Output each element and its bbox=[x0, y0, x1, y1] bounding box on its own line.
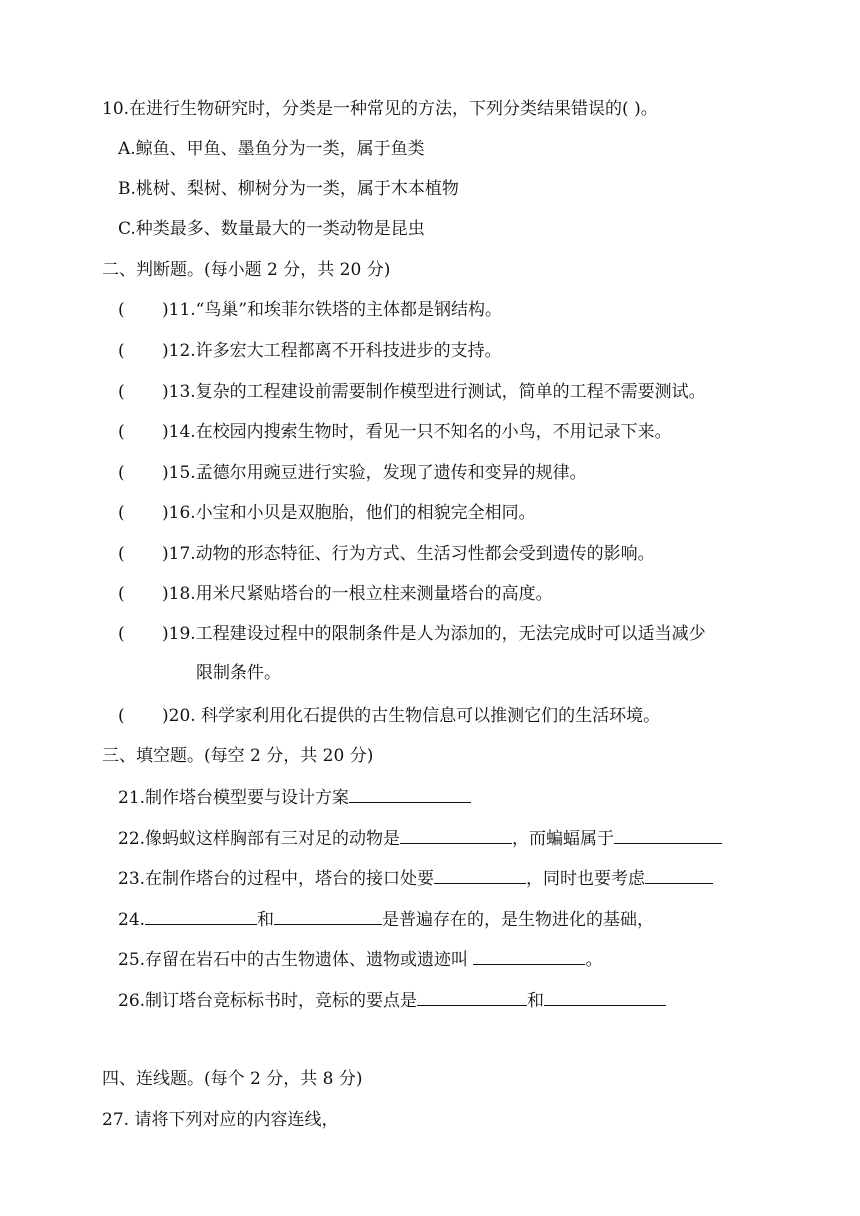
judge-item-12 bbox=[118, 339, 502, 363]
fill-text: 24. bbox=[118, 910, 146, 930]
judge-item-11 bbox=[118, 298, 502, 322]
answer-blank[interactable] bbox=[645, 865, 713, 884]
answer-bracket[interactable]: ( bbox=[118, 382, 125, 402]
fill-item-25 bbox=[118, 946, 602, 972]
judge-item-13 bbox=[118, 380, 706, 404]
fill-text: 和 bbox=[527, 991, 545, 1011]
answer-bracket[interactable]: ( bbox=[118, 624, 125, 644]
answer-bracket[interactable]: ( bbox=[118, 544, 125, 564]
fill-text: 是普遍存在的，是生物进化的基础， bbox=[382, 910, 655, 930]
fill-text: 21.制作塔台模型要与设计方案 bbox=[118, 788, 350, 808]
fill-text: 。 bbox=[585, 950, 603, 970]
judge-item-18 bbox=[118, 582, 553, 606]
answer-bracket[interactable]: ( bbox=[118, 463, 125, 483]
judge-item-text: )16.小宝和小贝是双胞胎，他们的相貌完全相同。 bbox=[162, 503, 536, 523]
judge-item-text: )11.“鸟巢”和埃菲尔铁塔的主体都是钢结构。 bbox=[162, 300, 503, 320]
judge-item-17 bbox=[118, 542, 655, 566]
judge-item-text: )19.工程建设过程中的限制条件是人为添加的，无法完成时可以适当减少 bbox=[162, 624, 706, 644]
judge-item-text: )15.孟德尔用豌豆进行实验，发现了遗传和变异的规律。 bbox=[162, 463, 587, 483]
answer-blank[interactable] bbox=[400, 825, 512, 844]
fill-text: 26.制订塔台竞标标书时，竞标的要点是 bbox=[118, 991, 418, 1011]
judge-item-15 bbox=[118, 461, 587, 485]
q10-option-c: C.种类最多、数量最大的一类动物是昆虫 bbox=[118, 219, 425, 239]
answer-bracket[interactable]: ( bbox=[118, 503, 125, 523]
judge-item-16 bbox=[118, 501, 536, 525]
judge-item-14 bbox=[118, 420, 672, 444]
answer-blank[interactable] bbox=[145, 906, 257, 925]
section3-heading: 三、填空题。(每空 2 分，共 20 分) bbox=[102, 746, 374, 766]
judge-item-text: )14.在校园内搜索生物时，看见一只不知名的小鸟，不用记录下来。 bbox=[162, 422, 672, 442]
section4-heading: 四、连线题。(每个 2 分，共 8 分) bbox=[102, 1069, 363, 1089]
fill-item-23 bbox=[118, 865, 713, 891]
q10-option-b: B.桃树、梨树、柳树分为一类，属于木本植物 bbox=[118, 179, 459, 199]
answer-bracket[interactable]: ( bbox=[118, 422, 125, 442]
answer-blank[interactable] bbox=[417, 987, 527, 1006]
answer-blank[interactable] bbox=[274, 906, 382, 925]
answer-blank[interactable] bbox=[434, 865, 526, 884]
answer-blank[interactable] bbox=[544, 987, 666, 1006]
judge-item-19 bbox=[118, 622, 706, 646]
fill-text: ，同时也要考虑 bbox=[526, 869, 646, 889]
judge-item-20 bbox=[118, 704, 660, 728]
judge-item-19-continuation: 限制条件。 bbox=[196, 663, 281, 683]
fill-item-21 bbox=[118, 784, 471, 810]
answer-bracket[interactable]: ( bbox=[118, 584, 125, 604]
fill-text: 22.像蚂蚁这样胸部有三对足的动物是 bbox=[118, 829, 401, 849]
answer-bracket[interactable]: ( bbox=[118, 341, 125, 361]
answer-blank[interactable] bbox=[473, 946, 585, 965]
judge-item-text: )12.许多宏大工程都离不开科技进步的支持。 bbox=[162, 341, 502, 361]
judge-item-text: )20. 科学家利用化石提供的古生物信息可以推测它们的生活环境。 bbox=[162, 706, 661, 726]
q27-prompt: 27. 请将下列对应的内容连线， bbox=[102, 1110, 339, 1130]
fill-text: 和 bbox=[257, 910, 275, 930]
judge-item-text: )13.复杂的工程建设前需要制作模型进行测试，简单的工程不需要测试。 bbox=[162, 382, 706, 402]
answer-bracket[interactable]: ( bbox=[118, 300, 125, 320]
fill-text: 23.在制作塔台的过程中，塔台的接口处要 bbox=[118, 869, 435, 889]
fill-text: ，而蝙蝠属于 bbox=[512, 829, 615, 849]
fill-text: 25.存留在岩石中的古生物遗体、遗物或遗迹叫 bbox=[118, 950, 474, 970]
fill-item-26 bbox=[118, 987, 666, 1013]
fill-item-22 bbox=[118, 825, 722, 851]
fill-item-24 bbox=[118, 906, 654, 932]
q10-stem: 10.在进行生物研究时，分类是一种常见的方法，下列分类结果错误的( )。 bbox=[102, 99, 658, 119]
judge-item-text: )17.动物的形态特征、行为方式、生活习性都会受到遗传的影响。 bbox=[162, 544, 655, 564]
answer-bracket[interactable]: ( bbox=[118, 706, 125, 726]
answer-blank[interactable] bbox=[349, 784, 471, 803]
judge-item-text: )18.用米尺紧贴塔台的一根立柱来测量塔台的高度。 bbox=[162, 584, 553, 604]
section2-heading: 二、判断题。(每小题 2 分，共 20 分) bbox=[102, 260, 391, 280]
q10-option-a: A.鲸鱼、甲鱼、墨鱼分为一类，属于鱼类 bbox=[118, 139, 425, 159]
answer-blank[interactable] bbox=[614, 825, 722, 844]
